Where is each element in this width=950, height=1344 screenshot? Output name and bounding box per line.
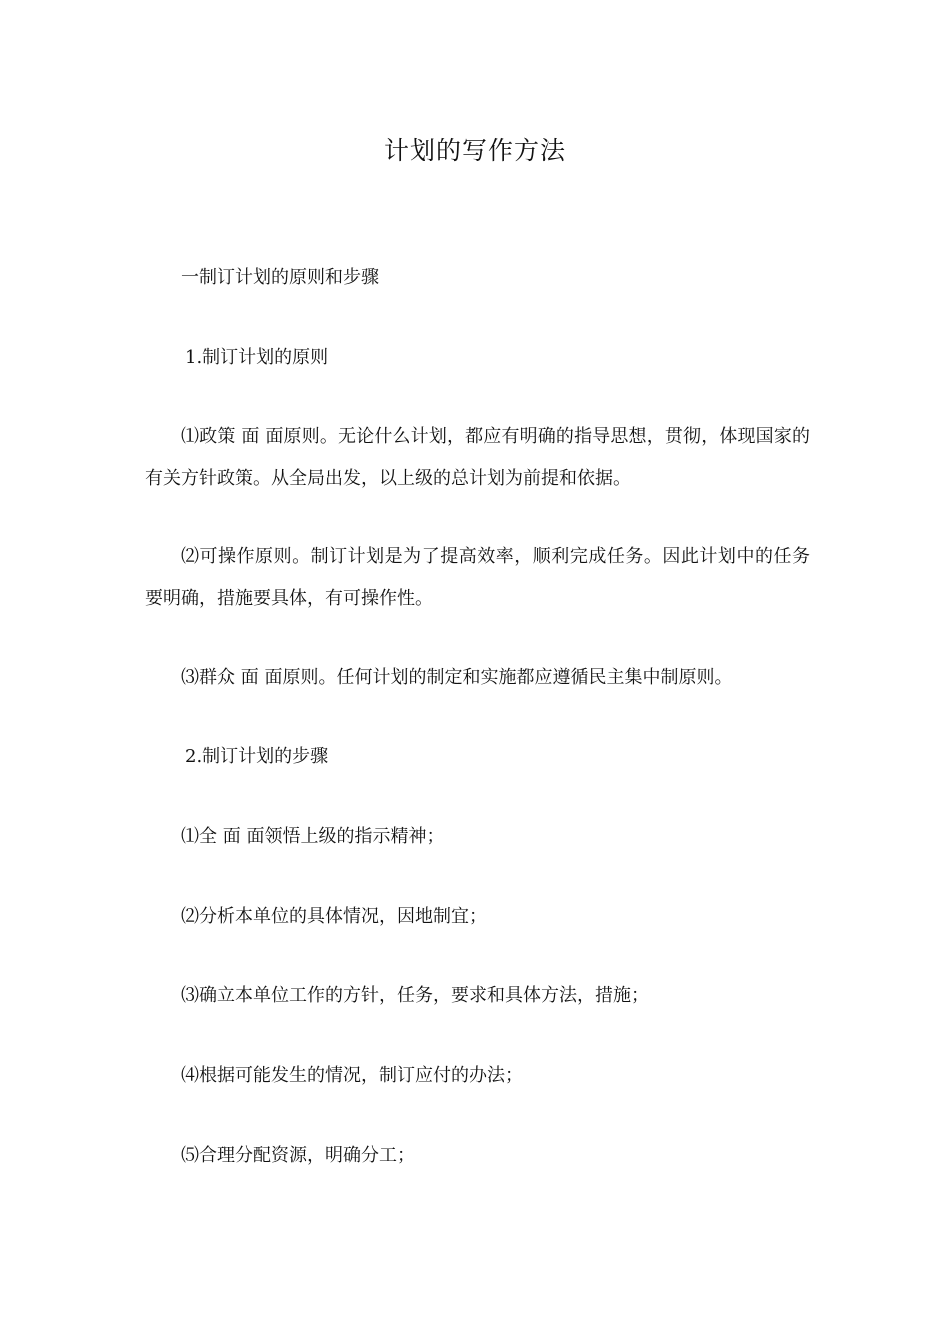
principle-2-paragraph: ⑵可操作原则。制订计划是为了提高效率，顺利完成任务。因此计划中的任务要明确，措施要具体，有可操作性。 bbox=[145, 546, 810, 609]
step-4: ⑷根据可能发生的情况，制订应付的办法； bbox=[181, 1065, 523, 1086]
step-2: ⑵分析本单位的具体情况，因地制宜； bbox=[181, 906, 487, 927]
step-1: ⑴全 面 面领悟上级的指示精神； bbox=[181, 826, 445, 847]
document-title: 计划的写作方法 bbox=[383, 136, 566, 165]
step-3: ⑶确立本单位工作的方针，任务，要求和具体方法，措施； bbox=[181, 985, 649, 1006]
subsection-heading-steps: 2.制订计划的步骤 bbox=[185, 746, 329, 767]
subsection-heading-principles: 1.制订计划的原则 bbox=[185, 347, 329, 368]
principle-3-paragraph: ⑶群众 面 面原则。任何计划的制定和实施都应遵循民主集中制原则。 bbox=[181, 667, 733, 688]
step-5: ⑸合理分配资源，明确分工； bbox=[181, 1145, 415, 1166]
principle-1-paragraph: ⑴政策 面 面原则。无论什么计划，都应有明确的指导思想，贯彻，体现国家的有关方针政策。从全局出发，以上级的总计划为前提和依据。 bbox=[145, 426, 810, 489]
section-heading: 一制订计划的原则和步骤 bbox=[181, 267, 379, 288]
